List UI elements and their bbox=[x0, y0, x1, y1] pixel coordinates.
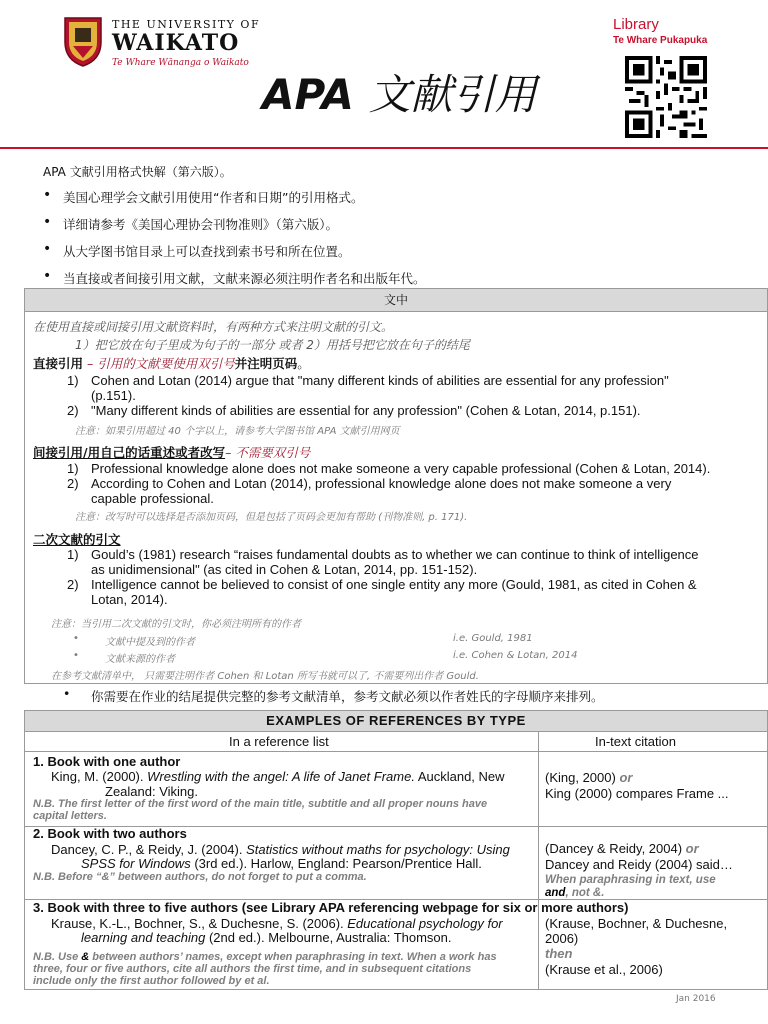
direct-desc: – 引用的文献要使用双引号 bbox=[83, 356, 235, 371]
paraphrase-not-ampersand: , not &. bbox=[565, 887, 605, 899]
list-item: Lotan, 2014). bbox=[91, 592, 168, 607]
list-item: • 美国心理学会文献引用使用“作者和日期”的引用格式。 bbox=[43, 188, 426, 215]
footer-date: Jan 2016 bbox=[676, 994, 716, 1004]
title-chinese: 文献引用 bbox=[368, 70, 537, 119]
list-item-number: 2) bbox=[67, 577, 79, 592]
bullet-dot: • bbox=[63, 686, 71, 701]
cited-author-label: 文献中提及到的作者 bbox=[105, 637, 195, 648]
nb-ampersand: & bbox=[81, 951, 90, 963]
nb-note: capital letters. bbox=[33, 810, 107, 822]
list-item: • 当直接或者间接引用文献，文献来源必须注明作者名和出版年代。 bbox=[43, 269, 426, 296]
university-name-small: THE UNIVERSITY OF bbox=[112, 18, 261, 31]
reference-author: King, M. (2000). bbox=[51, 769, 148, 784]
secondary-citation-heading: 二次文献的引文 bbox=[33, 532, 121, 547]
list-item: capable professional. bbox=[91, 491, 214, 506]
table-heading: EXAMPLES OF REFERENCES BY TYPE bbox=[25, 711, 767, 732]
list-item-number: 1) bbox=[67, 461, 79, 476]
row-title: 2. Book with two authors bbox=[33, 826, 187, 841]
citation-example bbox=[545, 841, 699, 856]
citation-example: (Krause et al., 2006) bbox=[545, 962, 663, 977]
row-title: 3. Book with three to five authors (see Library APA referencing webpage for six or more authors) bbox=[33, 900, 629, 915]
header-divider bbox=[0, 147, 768, 149]
reference-title: SPSS for Windows bbox=[81, 856, 191, 871]
citation-parenthetical: (Dancey & Reidy, 2004) bbox=[545, 841, 686, 856]
bullet-dot: • bbox=[73, 650, 79, 661]
reference-entry bbox=[51, 916, 503, 931]
reference-entry-continued bbox=[81, 856, 482, 871]
list-item: According to Cohen and Lotan (2014), professional knowledge alone does not make someone a very bbox=[91, 476, 672, 491]
direct-note: 注意：如果引用超过 40 个字以上，请参考大学图书馆 APA 文献引用网页 bbox=[75, 426, 400, 437]
list-item: • 从大学图书馆目录上可以查找到索书号和所在位置。 bbox=[43, 242, 426, 269]
page-title bbox=[262, 62, 537, 122]
column-divider bbox=[538, 731, 539, 989]
indirect-label: 间接引用/用自己的话重述或者改写 bbox=[33, 445, 226, 460]
list-item: "Many different kinds of abilities are essential for any profession" (Cohen & Lotan, 2014, p.151). bbox=[91, 403, 641, 418]
nb-note-rest: between authors’ names, except when paraphrasing in text. When a work has bbox=[89, 951, 497, 963]
nb-note bbox=[33, 951, 497, 963]
reference-entry-continued: Zealand: Viking. bbox=[105, 784, 198, 799]
list-item-number: 2) bbox=[67, 476, 79, 491]
list-item: (p.151). bbox=[91, 388, 136, 403]
direct-page-note: 并注明页码 bbox=[234, 356, 298, 371]
nb-note: N.B. Before “&” between authors, do not forget to put a comma. bbox=[33, 871, 367, 883]
list-item: as unidimensional" (as cited in Cohen & Lotan, 2014, pp. 151-152). bbox=[91, 562, 478, 577]
list-item: Professional knowledge alone does not make someone a very capable professional (Cohen & Lotan, 2014). bbox=[91, 461, 711, 476]
citation-example: Dancey and Reidy (2004) said… bbox=[545, 857, 733, 872]
reference-list-note: 在参考文献清单中， 只需要注明作者 Cohen 和 Lotan 所写书就可以了, 不需要列出作者 Gould. bbox=[51, 671, 479, 682]
citation-example bbox=[545, 770, 632, 785]
paraphrase-note: When paraphrasing in text, use bbox=[545, 874, 716, 886]
secondary-note: 注意：当引用二次文献的引文时，你必须注明所有的作者 bbox=[51, 619, 301, 630]
reference-title: Statistics without maths for psychology: Using bbox=[246, 842, 510, 857]
citation-example: 2006) bbox=[545, 931, 579, 946]
paraphrase-and: and bbox=[545, 887, 566, 899]
reference-entry bbox=[51, 842, 510, 857]
section-heading: 文中 bbox=[25, 289, 767, 312]
list-item-number: 1) bbox=[67, 373, 79, 388]
citation-then: then bbox=[545, 946, 573, 961]
nb-note: three, four or five authors, cite all authors the first time, and in subsequent citations bbox=[33, 963, 472, 975]
reference-author: Krause, K.-L., Bochner, S., & Duchesne, S. (2006). bbox=[51, 916, 348, 931]
column-header-in-text-citation: In-text citation bbox=[595, 734, 676, 749]
reference-publisher: (2nd ed.). Melbourne, Australia: Thomson. bbox=[205, 930, 452, 945]
in-text-section bbox=[24, 288, 768, 684]
library-subtitle: Te Whare Pukapuka bbox=[613, 35, 708, 46]
reference-list-instruction: 你需要在作业的结尾提供完整的参考文献清单，参考文献必须以作者姓氏的字母顺序来排列。 bbox=[91, 689, 604, 704]
source-author-label: 文献来源的作者 bbox=[105, 654, 175, 665]
nb-note: include only the first author followed by et al. bbox=[33, 975, 270, 987]
indirect-note: 注意：改写时可以选择是否添加页码，但是包括了页码会更加有帮助 (刊物准则, p. 171). bbox=[75, 512, 468, 523]
library-label: Library bbox=[613, 16, 659, 33]
citation-example: King (2000) compares Frame ... bbox=[545, 786, 729, 801]
university-name: WAIKATO bbox=[112, 30, 240, 56]
nb-note-start: N.B. Use bbox=[33, 951, 82, 963]
paraphrase-note bbox=[545, 887, 604, 899]
list-item-number: 1) bbox=[67, 547, 79, 562]
indirect-quote-heading bbox=[33, 443, 310, 461]
citation-example: (Krause, Bochner, & Duchesne, bbox=[545, 916, 728, 931]
citation-or: or bbox=[619, 770, 633, 785]
in-text-methods: 1）把它放在句子里成为句子的一部分 或者 2）用括号把它放在句子的结尾 bbox=[75, 338, 470, 352]
citation-or: or bbox=[685, 841, 699, 856]
intro-bullets bbox=[43, 188, 426, 296]
indirect-desc: – 不需要双引号 bbox=[225, 445, 311, 460]
bullet-dot: • bbox=[73, 633, 79, 644]
list-item: Cohen and Lotan (2014) argue that "many different kinds of abilities are essential for any profession" bbox=[91, 373, 669, 388]
reference-title: Wrestling with the angel: A life of Janet Frame. bbox=[147, 769, 415, 784]
direct-quote-heading bbox=[33, 354, 310, 372]
source-author-example: i.e. Cohen & Lotan, 2014 bbox=[453, 650, 578, 661]
reference-author: Dancey, C. P., & Reidy, J. (2004). bbox=[51, 842, 247, 857]
reference-publisher: Auckland, New bbox=[414, 769, 505, 784]
direct-label: 直接引用 bbox=[33, 356, 84, 371]
cited-author-example: i.e. Gould, 1981 bbox=[453, 633, 533, 644]
university-crest-logo bbox=[63, 16, 103, 68]
column-header-reference-list: In a reference list bbox=[229, 734, 329, 749]
title-latin: APA bbox=[262, 70, 354, 119]
reference-entry bbox=[51, 769, 505, 784]
reference-title: learning and teaching bbox=[81, 930, 206, 945]
reference-publisher: (3rd ed.). Harlow, England: Pearson/Prentice Hall. bbox=[190, 856, 482, 871]
reference-title: Educational psychology for bbox=[347, 916, 503, 931]
list-item-number: 2) bbox=[67, 403, 79, 418]
list-item: Gould’s (1981) research “raises fundamental doubts as to whether we can continue to think of intelligence bbox=[91, 547, 699, 562]
examples-table bbox=[24, 710, 768, 990]
university-tagline: Te Whare Wānanga o Waikato bbox=[112, 58, 249, 68]
in-text-description: 在使用直接或间接引用文献资料时，有两种方式来注明文献的引文。 bbox=[33, 320, 394, 334]
list-item: • 详细请参考《美国心理协会刊物准则》（第六版）。 bbox=[43, 215, 426, 242]
list-item: Intelligence cannot be believed to consist of one single entity any more (Gould, 1981, as cited in Cohen & bbox=[91, 577, 697, 592]
intro-lead: APA 文献引用格式快解（第六版）。 bbox=[43, 165, 232, 179]
row-title: 1. Book with one author bbox=[33, 754, 181, 769]
table-column-headers bbox=[25, 732, 767, 752]
direct-period: 。 bbox=[297, 356, 310, 371]
reference-entry-continued bbox=[81, 930, 452, 945]
nb-note: N.B. The first letter of the first word of the main title, subtitle and all proper nouns have bbox=[33, 798, 488, 810]
qr-code-icon[interactable] bbox=[625, 56, 707, 138]
row-title-spacer bbox=[25, 914, 767, 915]
citation-parenthetical: (King, 2000) bbox=[545, 770, 620, 785]
